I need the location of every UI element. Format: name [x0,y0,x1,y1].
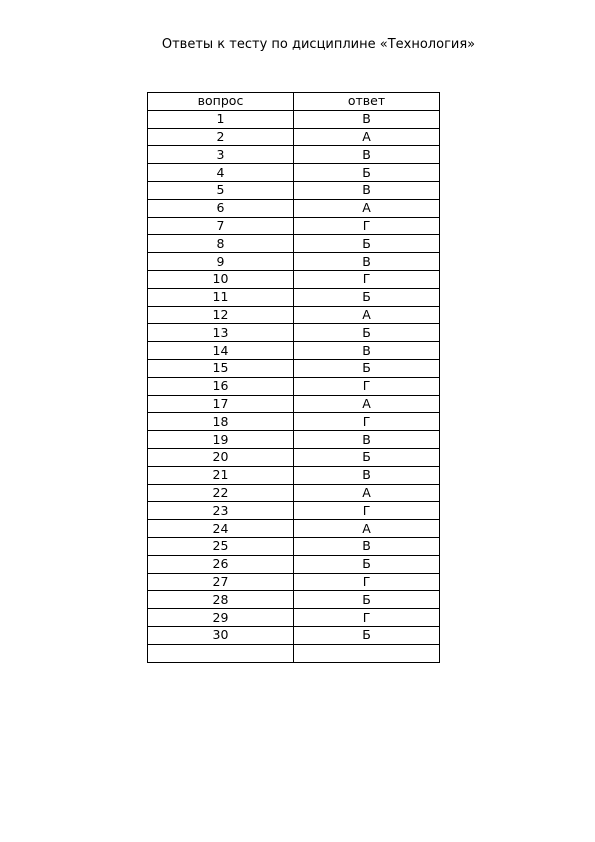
answer-cell: Г [294,413,440,431]
answer-cell: А [294,128,440,146]
table-row [148,413,440,431]
answer-cell: Б [294,288,440,306]
table-row [148,217,440,235]
answer-cell: А [294,520,440,538]
answer-cell: Б [294,626,440,644]
answer-cell [294,644,440,662]
table-row [148,555,440,573]
question-number-cell: 11 [148,288,294,306]
answer-cell: Б [294,591,440,609]
answer-cell: Г [294,377,440,395]
answer-cell: В [294,537,440,555]
table-row [148,342,440,360]
table-row [148,306,440,324]
question-number-cell: 13 [148,324,294,342]
answers-table [147,92,440,663]
question-number-cell: 17 [148,395,294,413]
question-number-cell: 5 [148,181,294,199]
question-number-cell: 6 [148,199,294,217]
question-number-cell: 9 [148,253,294,271]
answer-cell: Б [294,235,440,253]
table-row [148,591,440,609]
question-number-cell: 15 [148,359,294,377]
answer-cell: А [294,395,440,413]
answer-cell: В [294,181,440,199]
table-row [148,359,440,377]
question-number-cell: 4 [148,164,294,182]
answer-cell: В [294,253,440,271]
table-row [148,324,440,342]
answer-cell: Б [294,359,440,377]
answer-cell: В [294,110,440,128]
page-title: Ответы к тесту по дисциплине «Технология» [161,37,476,52]
table-row [148,235,440,253]
table-row [148,395,440,413]
question-number-cell: 10 [148,270,294,288]
table-row [148,253,440,271]
answer-cell: Б [294,164,440,182]
question-number-cell: 25 [148,537,294,555]
question-number-cell: 22 [148,484,294,502]
answer-cell: Б [294,324,440,342]
question-number-cell: 2 [148,128,294,146]
question-number-cell: 23 [148,502,294,520]
header-answer: ответ [294,93,440,111]
question-number-cell: 19 [148,431,294,449]
question-number-cell: 20 [148,448,294,466]
question-number-cell: 26 [148,555,294,573]
answer-cell: А [294,484,440,502]
table-row [148,181,440,199]
answer-cell: А [294,199,440,217]
answer-cell: Г [294,217,440,235]
table-row [148,573,440,591]
question-number-cell: 21 [148,466,294,484]
header-question: вопрос [148,93,294,111]
question-number-cell: 3 [148,146,294,164]
table-row [148,484,440,502]
answer-cell: В [294,342,440,360]
table-header-row [148,93,440,111]
table-row [148,146,440,164]
question-number-cell: 30 [148,626,294,644]
table-row [148,502,440,520]
answer-cell: Г [294,502,440,520]
table-row [148,199,440,217]
answer-cell: Б [294,555,440,573]
table-row [148,270,440,288]
answer-cell: В [294,146,440,164]
table-row [148,431,440,449]
table-row [148,164,440,182]
answer-cell: Г [294,573,440,591]
question-number-cell: 14 [148,342,294,360]
question-number-cell [148,644,294,662]
table-row [148,377,440,395]
table-row [148,128,440,146]
answer-cell: Г [294,270,440,288]
answer-cell: А [294,306,440,324]
answer-cell: В [294,466,440,484]
answers-body [148,110,440,662]
table-row [148,644,440,662]
question-number-cell: 24 [148,520,294,538]
question-number-cell: 8 [148,235,294,253]
table-row [148,626,440,644]
table-row [148,288,440,306]
answer-cell: Б [294,448,440,466]
question-number-cell: 16 [148,377,294,395]
question-number-cell: 7 [148,217,294,235]
table-row [148,466,440,484]
question-number-cell: 1 [148,110,294,128]
answer-cell: Г [294,609,440,627]
question-number-cell: 18 [148,413,294,431]
table-row [148,448,440,466]
question-number-cell: 29 [148,609,294,627]
question-number-cell: 12 [148,306,294,324]
answer-cell: В [294,431,440,449]
table-row [148,110,440,128]
question-number-cell: 27 [148,573,294,591]
question-number-cell: 28 [148,591,294,609]
table-row [148,520,440,538]
table-row [148,537,440,555]
table-row [148,609,440,627]
